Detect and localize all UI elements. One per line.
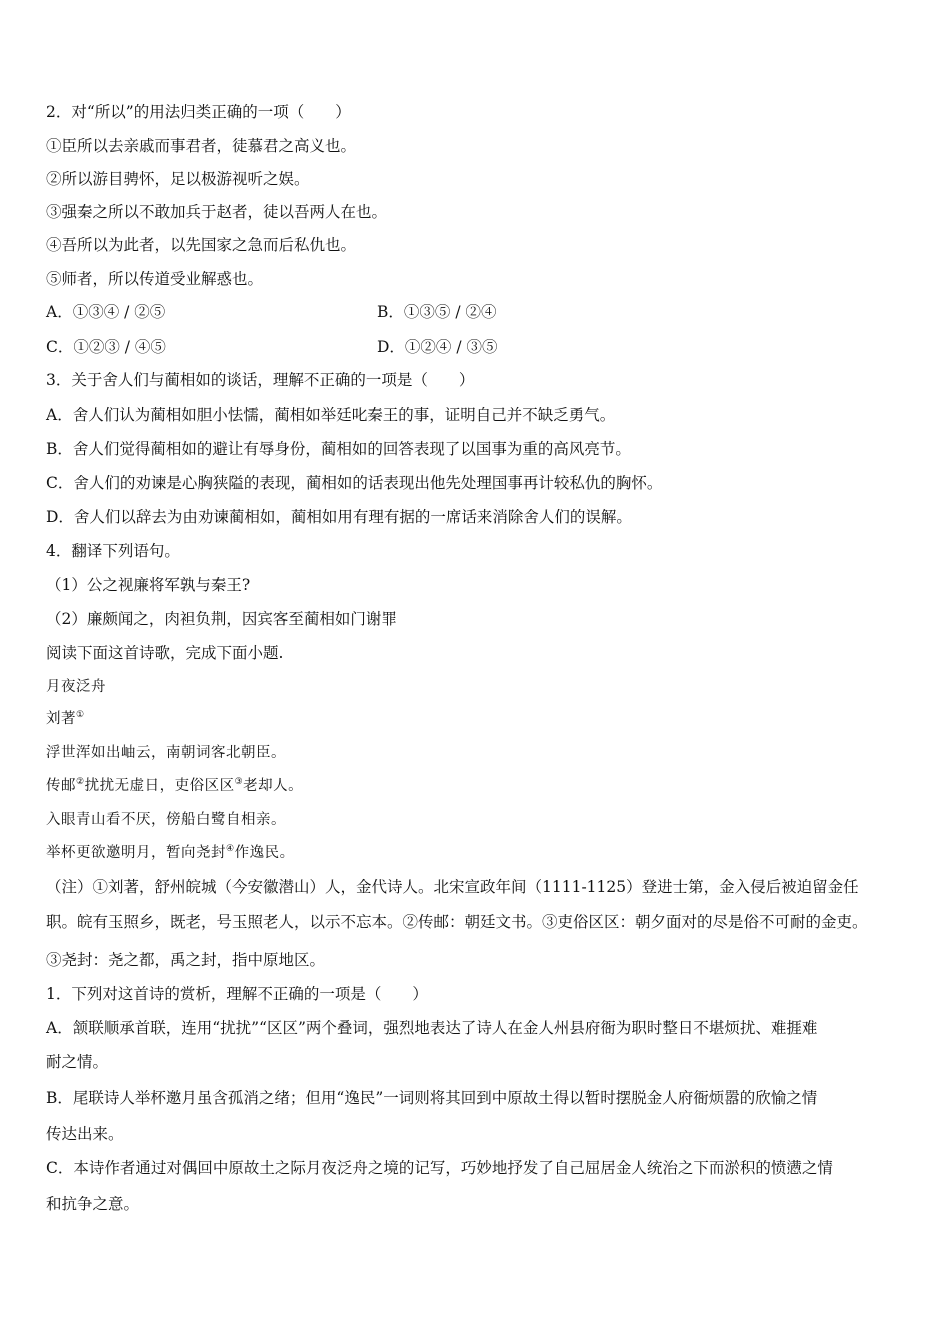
q1-option-b-line-2: 传达出来。 [46,1125,124,1143]
poem-line-3: 入眼青山看不厌，傍船白鹭自相亲。 [46,812,286,828]
q2-stem: 2．对“所以”的用法归类正确的一项（ ） [46,103,351,121]
q3-option-d: D．舍人们以辞去为由劝谏蔺相如，蔺相如用有理有据的一席话来消除舍人们的误解。 [46,508,632,526]
q3-option-c: C．舍人们的劝谏是心胸狭隘的表现，蔺相如的话表现出他先处理国事再计较私仇的胸怀。 [46,474,663,492]
footnote-marker: ④ [226,844,235,855]
note-line-3: ③尧封：尧之都，禹之封，指中原地区。 [46,951,326,969]
poem-title: 月夜泛舟 [46,679,106,695]
footnote-marker: ② [76,777,85,788]
q2-option-b: B．①③⑤ / ②④ [377,303,497,321]
q2-item-5: ⑤师者，所以传道受业解惑也。 [46,270,264,288]
poem-line-4: 举杯更欲邀明月，暂向尧封④作逸民。 [46,844,295,861]
q4-sentence-1: （1）公之视廉将军孰与秦王? [46,576,251,594]
note-line-2: 职。皖有玉照乡，既老，号玉照老人，以示不忘本。②传邮：朝廷文书。③吏俗区区：朝夕面对的尽是俗不可耐的金吏。 [46,913,868,931]
footnote-marker: ① [76,710,85,721]
q4-sentence-2: （2）廉颇闻之，肉袒负荆，因宾客至蔺相如门谢罪 [46,610,397,628]
q2-item-1: ①臣所以去亲戚而事君者，徒慕君之高义也。 [46,137,357,155]
poem-line-1: 浮世浑如出岫云，南朝词客北朝臣。 [46,745,286,761]
q1-option-c-line-2: 和抗争之意。 [46,1195,140,1213]
q1-stem: 1．下列对这首诗的赏析，理解不正确的一项是（ ） [46,985,428,1003]
q2-item-2: ②所以游目骋怀，足以极游视听之娱。 [46,170,310,188]
q1-option-c-line-1: C．本诗作者通过对偶回中原故土之际月夜泛舟之境的记写，巧妙地抒发了自己屈居金人统治之下而淤积的愤懑之情 [46,1159,833,1177]
q1-option-b-line-1: B．尾联诗人举杯邀月虽含孤消之绪；但用“逸民”一词则将其回到中原故土得以暂时摆脱金人府衙烦嚣的欣愉之情 [46,1089,818,1107]
footnote-marker: ③ [234,777,244,788]
note-line-1: （注）①刘著，舒州皖城（今安徽潜山）人，金代诗人。北宋宣政年间（1111-1125）登进士第，金入侵后被迫留金任 [46,878,859,896]
q3-option-b: B．舍人们觉得蔺相如的避让有辱身份，蔺相如的回答表现了以国事为重的高风亮节。 [46,440,631,458]
poem-author: 刘著① [46,710,85,727]
q2-option-d: D．①②④ / ③⑤ [377,338,498,356]
poem-line-2: 传邮②扰扰无虚日，吏俗区区③老却人。 [46,777,304,794]
q3-stem: 3．关于舍人们与蔺相如的谈话，理解不正确的一项是（ ） [46,371,475,389]
poem-intro: 阅读下面这首诗歌，完成下面小题. [46,644,284,662]
q1-option-a-line-1: A．颔联顺承首联，连用“扰扰”“区区”两个叠词，强烈地表达了诗人在金人州县府衙为职时整日不堪烦扰、难捱难 [46,1019,818,1037]
q2-option-a: A．①③④ / ②⑤ [46,303,166,321]
q4-stem: 4．翻译下列语句。 [46,542,180,560]
q2-option-c: C．①②③ / ④⑤ [46,338,166,356]
q1-option-a-line-2: 耐之情。 [46,1053,109,1071]
q3-option-a: A．舍人们认为蔺相如胆小怯懦，蔺相如举廷叱秦王的事，证明自己并不缺乏勇气。 [46,406,616,424]
q2-item-4: ④吾所以为此者，以先国家之急而后私仇也。 [46,236,357,254]
q2-item-3: ③强秦之所以不敢加兵于赵者，徒以吾两人在也。 [46,203,388,221]
